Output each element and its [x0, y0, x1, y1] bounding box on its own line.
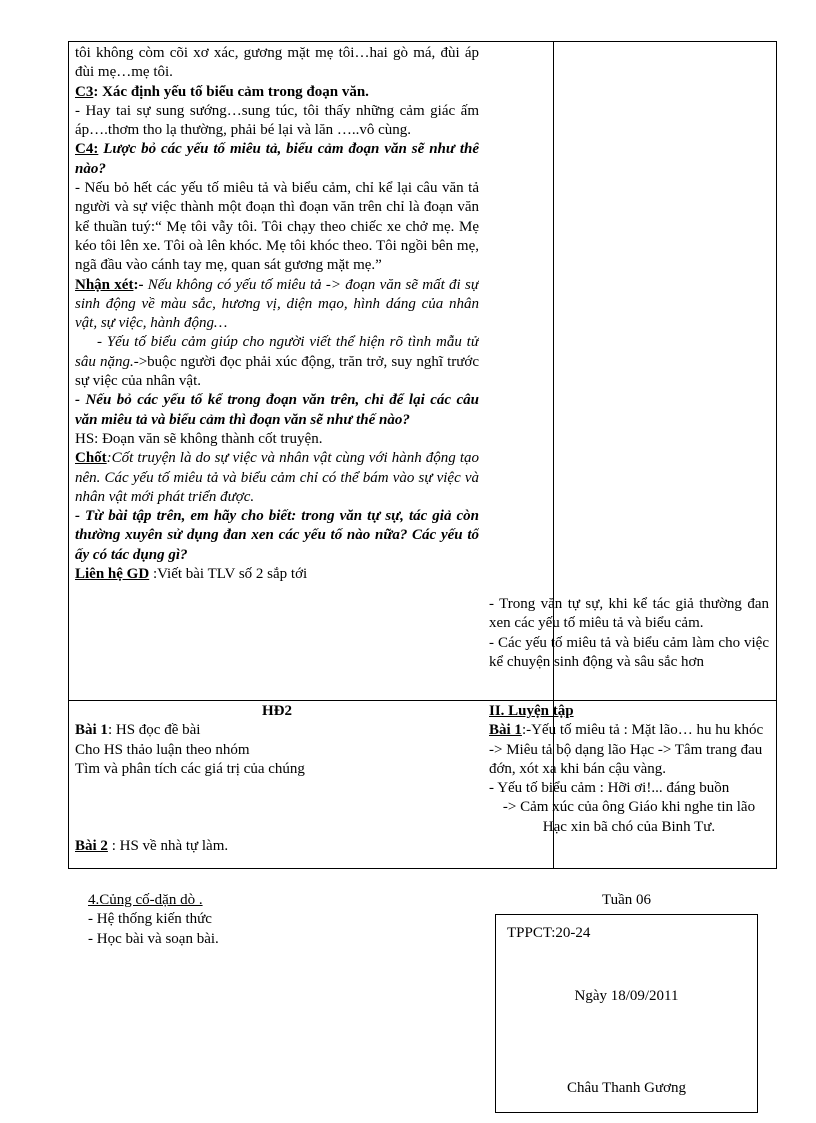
teacher-name: Châu Thanh Gương: [566, 1080, 687, 1096]
practice-heading: II. Luyện tập: [489, 703, 574, 719]
week-label: Tuần 06: [602, 892, 652, 908]
analysis-task: Tìm và phân tích các giá trị của chúng: [75, 760, 305, 777]
remark: Nhận xét:- Nếu không có yếu tố miêu tả -> đoạn văn sẽ mất đi sự sinh động về màu sắc, hương vị, diện mạo, hình dáng của nhân vật, sự việc, hành động…: [75, 276, 479, 332]
question-narrative: - Nếu bỏ các yếu tố kể trong đoạn văn trên, chỉ để lại các câu văn miêu tả và biểu cảm thì đoạn văn sẽ như thế nào?: [75, 392, 479, 428]
consolidation-item-1: - Hệ thống kiến thức: [88, 911, 212, 928]
remark-expressive: - Yếu tố biểu cảm giúp cho người viết thể hiện rõ tình mẫu tử sâu nặng.->buộc người đọc phải xúc động, trăn trở, suy nghĩ trước sự việc của nhân vật.: [75, 334, 479, 390]
student-answer: HS: Đoạn văn sẽ không thành cốt truyện.: [75, 430, 323, 447]
lesson-table: [68, 41, 777, 869]
teacher-activity-cell: [75, 44, 479, 584]
practice-line-2: -> Miêu tả bộ dạng lão Hạc -> Tâm trang đau đớn, xót xa khi bán cậu vàng.: [489, 741, 763, 777]
activity-heading: HĐ2: [262, 703, 292, 719]
paragraph-intro: tôi không còm cõi xơ xác, gương mặt mẹ tôi…hai gò má, đùi áp đùi mẹ…mẹ tôi.: [75, 45, 479, 81]
consolidation-title: 4.Củng cố-dặn dò .: [88, 892, 203, 908]
practice-exercise-1: Bài 1:-Yếu tố miêu tả : Mặt lão… hu hu khóc: [489, 722, 764, 739]
question-c3: C3: Xác định yếu tố biểu cảm trong đoạn văn.: [75, 83, 369, 100]
content-line-2: - Các yếu tố miêu tả và biểu cảm làm cho việc kể chuyện sinh động và sâu sắc hơn: [489, 634, 769, 670]
signature-box: [495, 914, 758, 1113]
answer-c3: - Hay tai sự sung sướng…sung túc, tôi thấy những cảm giác ấm áp….thơm tho lạ thường, phải bé lại và lăn …..vô cùng.: [75, 102, 479, 139]
group-discussion: Cho HS thảo luận theo nhóm: [75, 741, 250, 758]
activity-2-cell: [75, 702, 479, 856]
content-cell: [489, 595, 769, 672]
consolidation-item-2: - Học bài và soạn bài.: [88, 930, 219, 947]
consolidation-section: [88, 891, 388, 949]
exercise-1: Bài 1: HS đọc đề bài: [75, 722, 201, 739]
content-line-1: - Trong văn tự sự, khi kể tác giả thường đan xen các yếu tố miêu tả và biểu cảm.: [489, 596, 769, 632]
lesson-date: Ngày 18/09/2011: [574, 988, 679, 1004]
practice-line-3: - Yếu tố biểu cảm : Hỡi ơi!... đáng buồn: [489, 780, 730, 797]
question-elements: - Từ bài tập trên, em hãy cho biết: trong văn tự sự, tác giả còn thường xuyên sử dụng đan xen các yếu tố nào nữa? Các yếu tố ấy có tác dụng gì?: [75, 508, 479, 563]
lesson-code: TPPCT:20-24: [507, 925, 591, 941]
practice-line-4: -> Cảm xúc của ông Giáo khi nghe tin lão Hạc xin bã chó của Binh Tư.: [502, 799, 756, 835]
practice-cell: [489, 702, 769, 837]
answer-c4: - Nếu bỏ hết các yếu tố miêu tả và biểu cảm, chỉ kể lại câu văn tả người và sự việc thành một đoạn thì đoạn văn trên chỉ là đoạn văn kể thuần tuý:“ Mẹ tôi vẫy tôi. Tôi chạy theo chiếc xe chở mẹ. Mẹ kéo tôi lên xe. Tôi oà lên khóc. Mẹ tôi khóc theo. Tôi ngồi bên mẹ, ngã đầu vào cánh tay mẹ, quan sát gương mặt mẹ.”: [75, 180, 479, 274]
education-link: Liên hệ GD :Viết bài TLV số 2 sắp tới: [75, 566, 308, 583]
question-c4: C4: Lược bỏ các yếu tố miêu tả, biểu cảm đoạn văn sẽ như thế nào?: [75, 141, 479, 177]
conclusion: Chốt:Cốt truyện là do sự việc và nhân vật cùng với hành động tạo nên. Các yếu tố miêu tả và biểu cảm chỉ có thể bám vào sự việc và nhân vật mới phát triển được.: [75, 450, 479, 505]
exercise-2: Bài 2 : HS về nhà tự làm.: [75, 838, 229, 855]
row-divider: [69, 700, 776, 701]
